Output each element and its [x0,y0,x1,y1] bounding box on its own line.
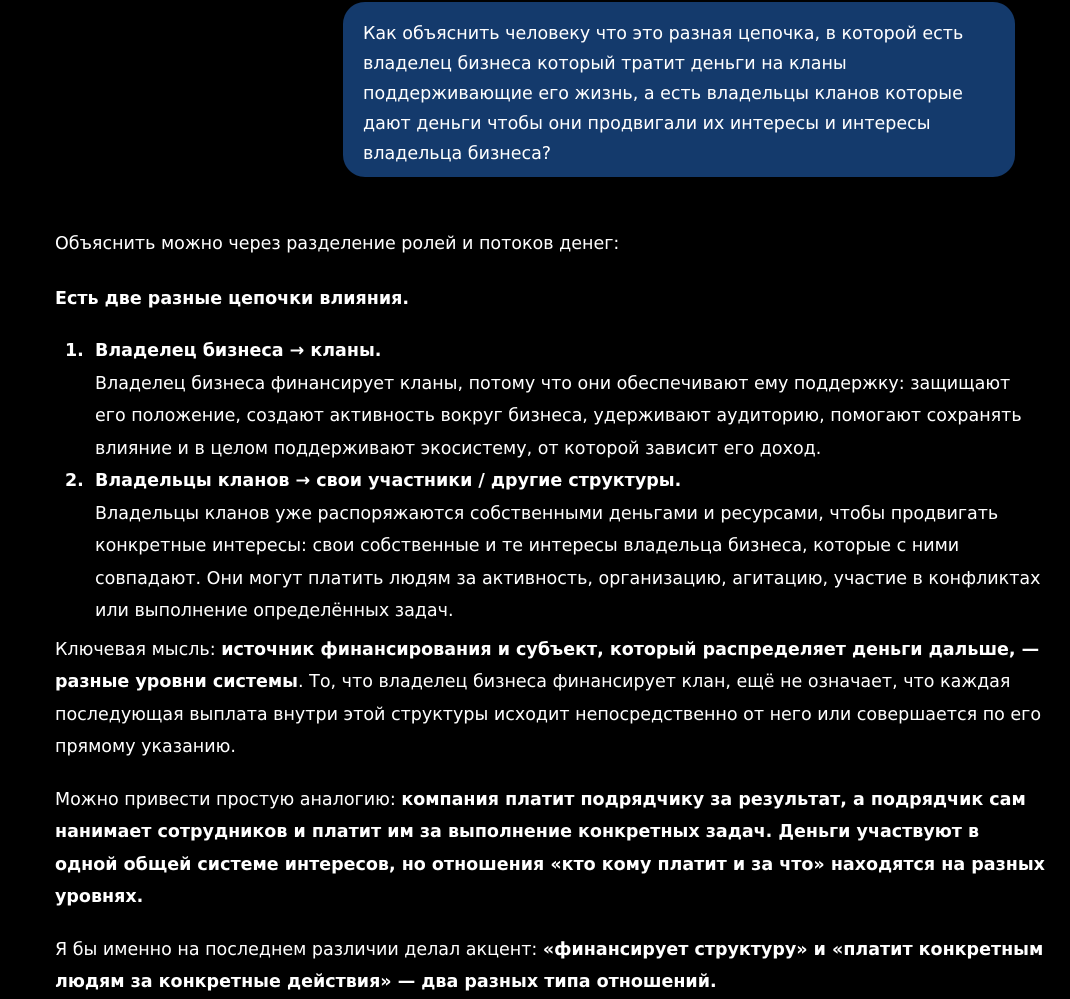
list-item [55,335,1045,465]
list-item-title: Владельцы кланов → свои участники / другие структуры. [95,471,682,491]
key-thought-rest: . То, что владелец бизнеса финансирует клан, ещё не означает, что каждая последующая выплата внутри этой структуры исходит непосредственно от него или совершается по его прямому указанию. [55,672,1042,757]
key-thought-paragraph [55,634,1045,764]
user-message-bubble [343,2,1015,177]
list-item-body: Владельцы кланов уже распоряжаются собственными деньгами и ресурсами, чтобы продвигать конкретные интересы: свои собственные и те интересы владельца бизнеса, которые с ними совпадают. Они могут платить людям за активность, организацию, агитацию, участие в конфликтах или выполнение определённых задач. [95,503,1041,621]
list-item-title: Владелец бизнеса → кланы. [95,341,382,361]
list-item [55,465,1045,628]
key-thought-prefix: Ключевая мысль: [55,639,222,660]
closing-prefix: Я бы именно на последнем различии делал акцент: [55,939,543,960]
user-message-text: Как объяснить человеку что это разная цепочка, в которой есть владелец бизнеса который тратит деньги на кланы поддерживающие его жизнь, а есть владельцы кланов которые дают деньги чтобы они продвигали их интересы и интересы владельца бизнеса? [363,24,964,164]
answer-intro: Объяснить можно через разделение ролей и потоков денег: [55,234,620,254]
analogy-prefix: Можно привести простую аналогию: [55,789,402,810]
closing-bold: «финансирует структуру» и «платит конкретным людям за конкретные действия» — два разных типа отношений. [55,939,1044,992]
roles-list [55,335,1045,628]
list-item-number: 2. [65,471,84,491]
key-thought-bold: источник финансирования и субъект, который распределяет деньги дальше, — разные уровни системы [55,639,1040,692]
closing-paragraph [55,934,1045,999]
analogy-paragraph [55,784,1045,914]
answer-heading-text: Есть две разные цепочки влияния. [55,288,410,309]
analogy-bold: компания платит подрядчику за результат, а подрядчик сам нанимает сотрудников и платит им за выполнение конкретных задач. Деньги участвуют в одной общей системе интересов, но отношения «кто кому платит и за что» находятся на разных уровнях. [55,789,1045,907]
list-item-body: Владелец бизнеса финансирует кланы, потому что они обеспечивают ему поддержку: защищают его положение, создают активность вокруг бизнеса, удерживают аудиторию, помогают сохранять влияние и в целом поддерживают экосистему, от которой зависит его доход. [95,373,1022,459]
assistant-answer [55,228,1045,999]
answer-heading [55,283,1045,316]
list-item-number: 1. [65,341,84,361]
